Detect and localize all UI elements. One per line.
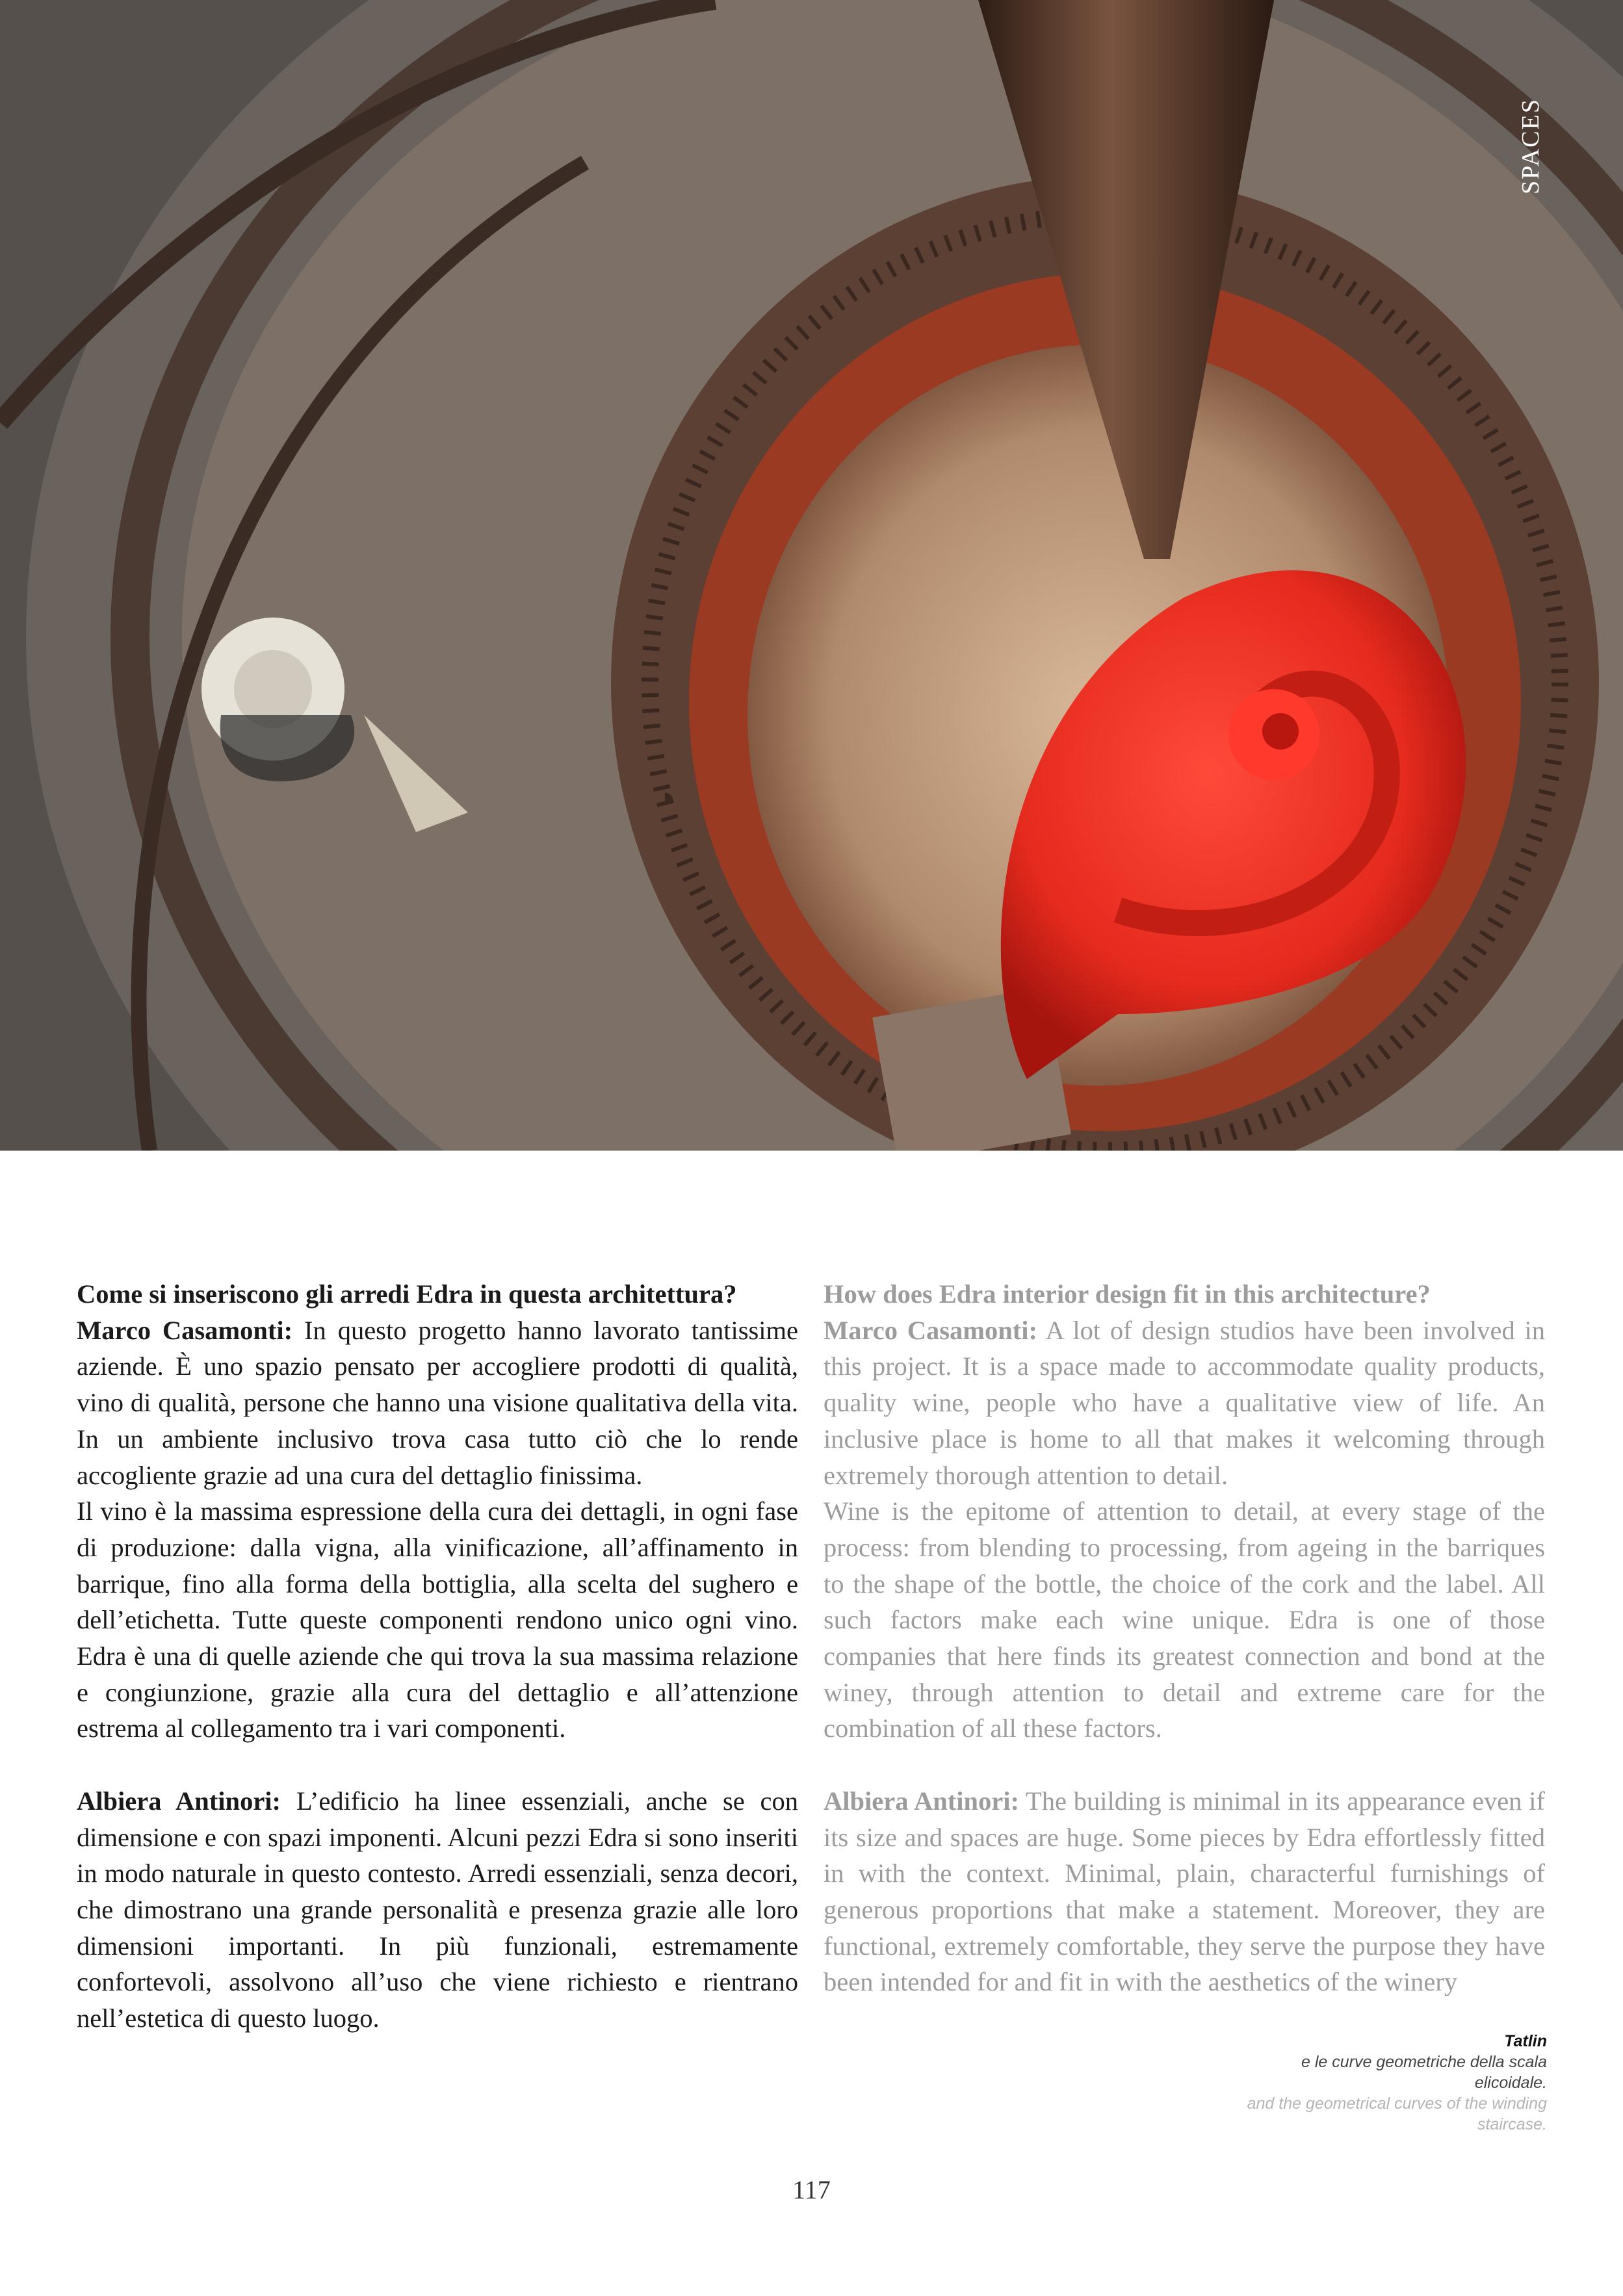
english-answer-2: The building is minimal in its appearance even if its size and spaces are huge. Some pieces by Edra effortlessly fitted in with the context. Minimal, plain, characterful furnishings of generous proportions that make a statement. Moreover, they are functional, extremely comfortable, they serve the purpose they have been intended for and fit in with the aesthetics of the winery bbox=[824, 1786, 1545, 1997]
italian-answer-1: In questo progetto hanno lavorato tantissime aziende. È uno spazio pensato per accogliere prodotti di qualità, vino di qualità, persone che hanno una visione qualitativa della vita. In un ambiente inclusivo trova casa tutto ciò che lo rende accogliente grazie ad una cura del dettaglio finissima. bbox=[77, 1315, 798, 1490]
italian-answer-2: L’edificio ha linee essenziali, anche se con dimensione e con spazi imponenti. Alcuni pezzi Edra si sono inseriti in modo naturale in questo contesto. Arredi essenziali, senza decori, che dimostrano una grande personalità e presenza grazie alle loro dimensioni importanti. In più funzionali, estremamente confortevoli, assolvono all’uso che viene richiesto e rientrano nell’estetica di questo luogo. bbox=[77, 1786, 798, 2033]
english-question: How does Edra interior design fit in this architecture? bbox=[824, 1279, 1431, 1309]
english-speaker-2: Albiera Antinori: bbox=[824, 1786, 1019, 1816]
italian-speaker-1: Marco Casamonti: bbox=[77, 1315, 293, 1345]
english-column bbox=[824, 1276, 1545, 2000]
italian-paragraph-3 bbox=[77, 1783, 798, 2037]
english-speaker-1: Marco Casamonti: bbox=[824, 1315, 1037, 1345]
italian-speaker-2: Albiera Antinori: bbox=[77, 1786, 281, 1816]
english-paragraph-3 bbox=[824, 1783, 1545, 2000]
english-paragraph-2: Wine is the epitome of attention to detail, at every stage of the process: from blending to processing, from ageing in the barriques to the shape of the bottle, the choice of the cork and the label. All such factors make each wine unique. Edra is one of those companies that here finds its greatest connection and bond at the winey, through attention to detail and extreme care for the combination of all these factors. bbox=[824, 1496, 1545, 1743]
caption-english-line-2: staircase. bbox=[1477, 2115, 1547, 2133]
section-label-text: SPACES bbox=[1517, 98, 1545, 194]
italian-paragraph-1 bbox=[77, 1276, 798, 1493]
italian-question: Come si inseriscono gli arredi Edra in questa architettura? bbox=[77, 1279, 737, 1309]
caption-english-line-1: and the geometrical curves of the winding bbox=[1247, 2094, 1547, 2113]
english-paragraph-1 bbox=[824, 1276, 1545, 1493]
page-number: 117 bbox=[792, 2175, 831, 2204]
english-answer-1: A lot of design studios have been involved in this project. It is a space made to accommodate quality products, quality wine, people who have a qualitative view of life. An inclusive place is home to all that makes it welcoming through extremely thorough attention to detail. bbox=[824, 1315, 1545, 1490]
caption-italian-line-2: elicoidale. bbox=[1474, 2074, 1547, 2092]
caption-title: Tatlin bbox=[1504, 2032, 1547, 2050]
italian-paragraph-2: Il vino è la massima espressione della cura dei dettagli, in ogni fase di produzione: dalla vigna, alla vinificazione, all’affinamento in barrique, fino alla forma della bottiglia, alla scelta del sughero e dell’etichetta. Tutte queste componenti rendono unico ogni vino. Edra è una di quelle aziende che qui trova la sua massima relazione e congiunzione, grazie alla cura del dettaglio e all’attenzione estrema al collegamento tra i vari componenti. bbox=[77, 1496, 798, 1743]
caption-italian-line-1: e le curve geometriche della scala bbox=[1301, 2053, 1547, 2071]
section-label bbox=[1508, 72, 1553, 221]
photo-caption bbox=[1105, 2031, 1547, 2135]
italian-column bbox=[77, 1276, 798, 2037]
